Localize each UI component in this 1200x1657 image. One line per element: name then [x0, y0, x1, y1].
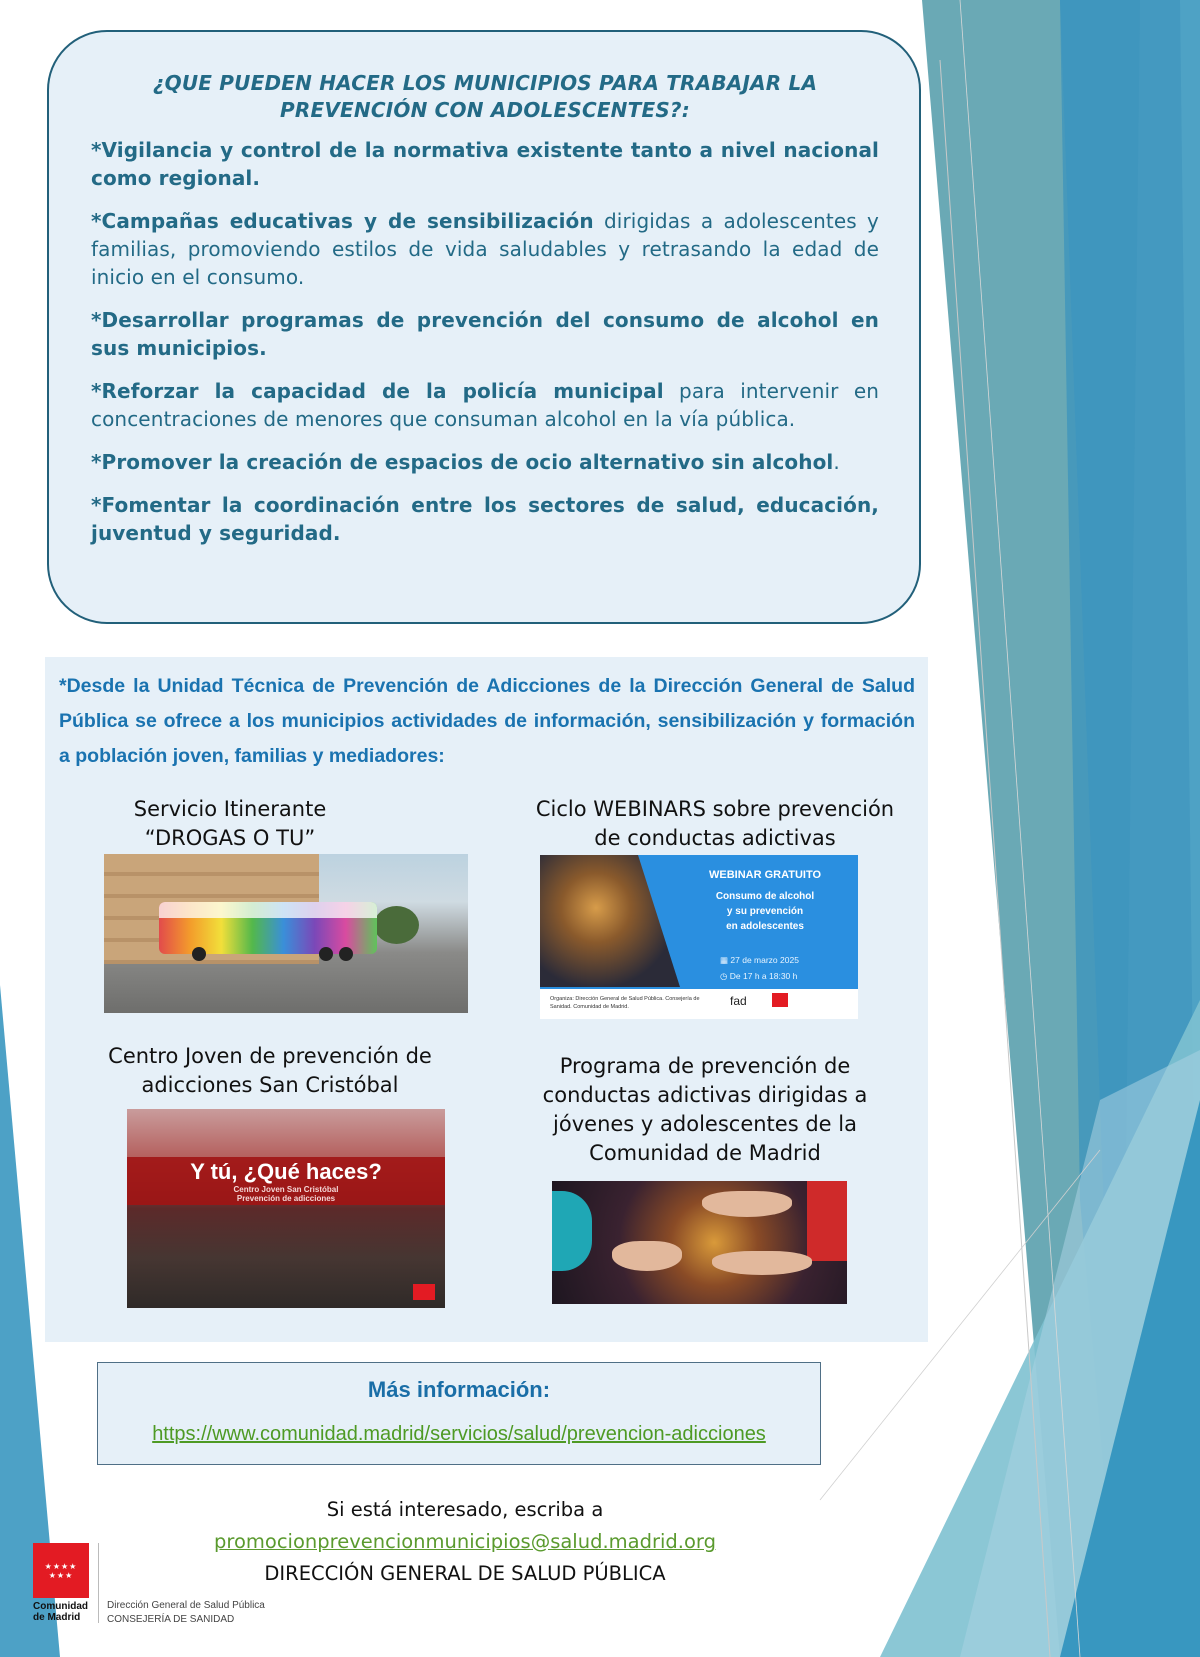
teal-shirt-shape [552, 1191, 592, 1271]
comunidad-madrid-logo [33, 1543, 265, 1625]
webinar-date-text: 27 de marzo 2025 [730, 955, 799, 965]
item-bold: *Campañas educativas y de sensibilización [91, 209, 594, 233]
poster-subtitle [127, 1185, 445, 1203]
wheel-icon [319, 947, 333, 961]
prevention-title-line1: ¿QUE PUEDEN HACER LOS MUNICIPIOS PARA TRABAJAR LA [152, 71, 818, 95]
stars-icon: ★★★★ ★★★ [44, 1561, 78, 1580]
service-card-drogas-o-tu [85, 795, 375, 853]
prevention-item [91, 491, 879, 547]
wheel-icon [192, 947, 206, 961]
toast-photo [540, 855, 680, 987]
item-regular: . [833, 450, 840, 474]
prevention-box [47, 30, 921, 624]
toast-image [552, 1181, 847, 1304]
services-panel [45, 657, 928, 1342]
madrid-flag-icon [33, 1543, 89, 1598]
webinar-image [540, 855, 858, 1019]
service-label: adicciones San Cristóbal [141, 1073, 399, 1097]
tree-shape [374, 906, 419, 944]
service-label: Comunidad de Madrid [589, 1141, 821, 1165]
logo-divider [98, 1543, 99, 1623]
logo-name [33, 1601, 89, 1623]
service-card-programa [515, 1052, 895, 1168]
item-regular: dirigidas a adolescentes y familias, promoviendo estilos de vida saludables y retrasando la edad de inicio en el consumo. [91, 209, 879, 289]
item-bold: *Desarrollar programas de prevención del consumo de alcohol en sus municipios. [91, 308, 879, 360]
hand-shape [612, 1241, 682, 1271]
logo-department [107, 1599, 327, 1627]
service-label: jóvenes y adolescentes de la [553, 1112, 857, 1136]
comunidad-madrid-logo [413, 1284, 435, 1300]
webinar-subtitle-line: y su prevención [726, 906, 804, 917]
item-bold: *Promover la creación de espacios de ocio alternativo sin alcohol [91, 450, 834, 474]
prevention-title [91, 70, 879, 124]
prevention-item [91, 136, 879, 192]
clock-icon: ◷ [720, 971, 730, 981]
service-card-webinars [515, 795, 915, 853]
logo-dept-line: Dirección General de Salud Pública [107, 1600, 265, 1611]
service-card-centro-joven [100, 1042, 440, 1100]
item-bold: *Vigilancia y control de la normativa existente tanto a nivel nacional como regional. [91, 138, 879, 190]
webinar-subtitle-line: Consumo de alcohol [715, 891, 815, 902]
service-label: conductas adictivas dirigidas a [542, 1083, 868, 1107]
contact-email-link[interactable]: promocionprevencionmunicipios@salud.madrid.org [214, 1530, 716, 1553]
logo-name-line: Comunidad [33, 1601, 88, 1612]
contact-org: DIRECCIÓN GENERAL DE SALUD PÚBLICA [264, 1562, 666, 1585]
webinar-time [720, 971, 797, 982]
centro-joven-poster [127, 1109, 445, 1308]
poster-subtitle-line: Prevención de adicciones [236, 1194, 336, 1203]
logo-name-line: de Madrid [33, 1612, 81, 1623]
webinar-date [720, 955, 799, 966]
webinar-subtitle [680, 889, 850, 934]
item-regular: para intervenir en concentraciones de menores que consuman alcohol en la vía pública. [91, 379, 879, 431]
bus-top-shape [159, 902, 377, 918]
services-intro: *Desde la Unidad Técnica de Prevención de Adicciones de la Dirección General de Salud Pública se ofrece a los municipios actividades de información, sensibilización y formación a población joven, familias y mediadores: [59, 675, 915, 767]
calendar-icon: ▦ [720, 955, 731, 965]
webinar-subtitle-line: en adolescentes [726, 921, 804, 932]
contact-line: Si está interesado, escriba a [326, 1498, 604, 1521]
fad-logo: fad [730, 994, 747, 1008]
prevention-item [91, 207, 879, 291]
webinar-title: WEBINAR GRATUITO [708, 869, 822, 881]
more-info-link[interactable]: https://www.comunidad.madrid/servicios/salud/prevencion-adicciones [152, 1423, 766, 1445]
hand-shape [702, 1191, 792, 1217]
service-label: Centro Joven de prevención de [108, 1044, 432, 1068]
webinar-time-text: De 17 h a 18:30 h [729, 971, 798, 981]
more-info-box [97, 1362, 821, 1465]
poster-title: Y tú, ¿Qué haces? [190, 1159, 382, 1184]
item-bold: *Reforzar la capacidad de la policía municipal [91, 379, 664, 403]
red-shirt-shape [807, 1181, 847, 1261]
contact-section [160, 1494, 770, 1590]
service-label: Servicio Itinerante “DROGAS O TU” [133, 797, 327, 850]
item-bold: *Fomentar la coordinación entre los sectores de salud, educación, juventud y seguridad. [91, 493, 879, 545]
wheel-icon [339, 947, 353, 961]
service-label: Programa de prevención de [559, 1054, 851, 1078]
service-label: Ciclo WEBINARS sobre prevención [535, 797, 895, 821]
prevention-title-line2: PREVENCIÓN CON ADOLESCENTES?: [280, 98, 690, 122]
webinar-organizer: Organiza: Dirección General de Salud Pública. Consejería de Sanidad. Comunidad de Madrid. [550, 996, 700, 1010]
prevention-item [91, 306, 879, 362]
logo-dept-line: CONSEJERÍA DE SANIDAD [107, 1614, 235, 1625]
bus-image [104, 854, 468, 1013]
service-label: de conductas adictivas [594, 826, 836, 850]
prevention-item [91, 448, 879, 476]
comunidad-madrid-logo [772, 993, 788, 1007]
poster-subtitle-line: Centro Joven San Cristóbal [233, 1185, 339, 1194]
more-info-title: Más información: [367, 1377, 551, 1402]
prevention-item [91, 377, 879, 433]
hand-shape [712, 1251, 812, 1275]
